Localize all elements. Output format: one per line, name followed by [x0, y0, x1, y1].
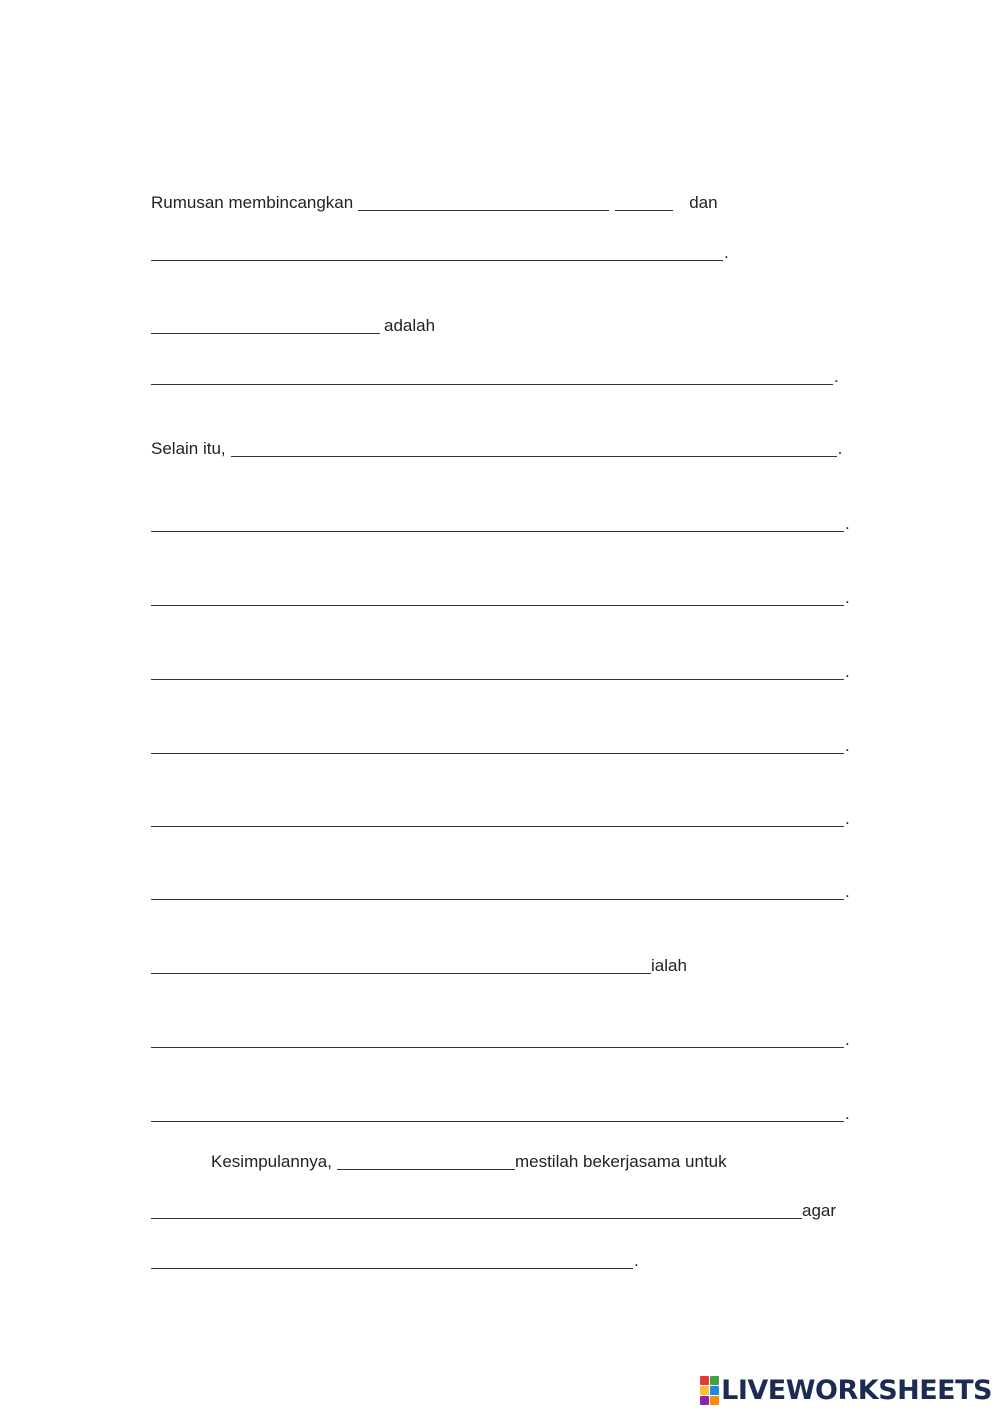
- sentence-12: [151, 951, 687, 977]
- blank-14[interactable]: [151, 1103, 844, 1122]
- logo-mark-square: [700, 1386, 709, 1395]
- sentence-1: [151, 188, 718, 214]
- sentence-9-period: .: [845, 736, 850, 755]
- sentence-5: [151, 434, 842, 460]
- sentence-1-suffix: dan: [689, 193, 718, 212]
- sentence-4: [151, 362, 839, 388]
- sentence-15-suffix: mestilah bekerjasama untuk: [514, 1152, 727, 1171]
- sentence-3-suffix: adalah: [384, 316, 436, 335]
- sentence-16-suffix: agar: [802, 1201, 837, 1220]
- sentence-5-period: .: [837, 439, 843, 458]
- logo-mark-square: [710, 1386, 719, 1395]
- sentence-6-period: .: [845, 514, 850, 533]
- blank-12[interactable]: [151, 955, 651, 974]
- sentence-15: [211, 1147, 727, 1173]
- sentence-10: [151, 804, 850, 830]
- sentence-2-period: .: [724, 243, 729, 262]
- sentence-2: [151, 238, 729, 264]
- sentence-1-prefix: Rumusan membincangkan: [151, 193, 354, 212]
- sentence-5-prefix: Selain itu,: [151, 439, 226, 458]
- sentence-7: [151, 583, 850, 609]
- blank-10[interactable]: [151, 808, 844, 827]
- blank-7[interactable]: [151, 587, 844, 606]
- sentence-12-suffix: ialah: [651, 956, 687, 975]
- blank-13[interactable]: [151, 1029, 844, 1048]
- sentence-17: [151, 1246, 639, 1272]
- sentence-6: [151, 509, 850, 535]
- blank-8[interactable]: [151, 661, 844, 680]
- blank-15[interactable]: [337, 1151, 515, 1170]
- sentence-17-period: .: [634, 1251, 639, 1270]
- sentence-7-period: .: [845, 588, 850, 607]
- sentence-14: [151, 1099, 850, 1125]
- logo-mark-icon: [700, 1376, 719, 1405]
- sentence-16: [151, 1196, 836, 1222]
- blank-1a[interactable]: [358, 192, 609, 211]
- blank-16[interactable]: [151, 1200, 802, 1219]
- logo-mark-square: [700, 1396, 709, 1405]
- blank-1b[interactable]: [615, 192, 673, 211]
- sentence-13-period: .: [845, 1030, 850, 1049]
- blank-4[interactable]: [151, 366, 833, 385]
- blank-5[interactable]: [231, 438, 837, 457]
- blank-17[interactable]: [151, 1250, 633, 1269]
- sentence-8: [151, 657, 850, 683]
- sentence-15-prefix: Kesimpulannya,: [211, 1152, 332, 1171]
- logo-mark-square: [710, 1376, 719, 1385]
- blank-6[interactable]: [151, 513, 844, 532]
- blank-11[interactable]: [151, 881, 844, 900]
- sentence-3: [151, 311, 435, 337]
- blank-3[interactable]: [151, 315, 380, 334]
- sentence-10-period: .: [845, 809, 850, 828]
- blank-2[interactable]: [151, 242, 723, 261]
- liveworksheets-logo: [700, 1373, 992, 1407]
- logo-text: LIVEWORKSHEETS: [721, 1374, 992, 1406]
- sentence-4-period: .: [834, 367, 839, 386]
- logo-mark-square: [710, 1396, 719, 1405]
- sentence-14-period: .: [845, 1104, 850, 1123]
- sentence-11-period: .: [845, 882, 850, 901]
- sentence-8-period: .: [845, 662, 850, 681]
- logo-mark-square: [700, 1376, 709, 1385]
- sentence-11: [151, 877, 850, 903]
- sentence-13: [151, 1025, 850, 1051]
- blank-9[interactable]: [151, 735, 844, 754]
- sentence-9: [151, 731, 850, 757]
